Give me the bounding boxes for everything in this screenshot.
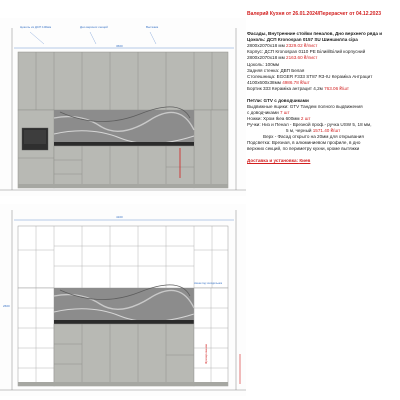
spec-drawers-label: с доводчиками [247,110,279,115]
spec-drawers-qty: 7 шт [279,110,290,115]
facade-sketch [0,18,246,196]
interior-sketch [0,204,246,396]
spec-drawers-1: Выдвижные ящики: GTV Тандем полного выдвижения [247,104,363,109]
spec-countertop-dim: 4100х600х38мм [247,80,281,85]
spec-bortik [247,86,349,91]
spec-plinth: Цоколь: ДСП Кronospan 0157 SU Шиншилла сіра [247,37,358,42]
dimension-height: 2600 [3,304,10,308]
spec-sheet1-price: 2329.02 ₴/лист [286,43,318,48]
side-note [204,334,208,364]
spec-cokol: Цоколь: 100мм [247,62,280,67]
spec-handles-price: 1571.40 ₴/шт [312,128,341,133]
label-plinth: Цоколь из ДСП 100мм [20,25,52,29]
spec-delivery-label: Доставка и установка: [247,158,299,163]
side-note-text: Фрезерование [204,343,208,364]
dimension-width-top: 3600 [116,44,123,48]
spec-hinges: Петли: GTV с доводчиками [247,98,309,103]
spec-countertop: Столешница: EGGER F333 ST87 R3-IU Кераміка Антрацит [247,74,373,79]
spec-bortik-label: Бортик 333 Кераміка антрацит 4,2м [247,86,323,91]
spec-countertop-size [247,80,310,85]
spec-drawers-2 [247,110,290,115]
label-fridge-niche: Ниша под холодильник [194,282,223,285]
spec-sheet2 [247,55,317,60]
label-upper-bottom: Дно верхних секций [80,25,108,29]
kitchen-interior-drawing [0,204,246,396]
spec-lighting-1: Подсветка: Врезная, в алюминиевом профиле, в дно [247,140,361,145]
spec-handles-color: 5 м, черный [286,128,312,133]
spec-legs-qty: 2 шт [300,116,311,121]
spec-sheet1-size: 2800х2070х18 мм [247,43,285,48]
spec-lighting-2: верхних секций, по периметру кухни, кроме вытяжки [247,146,360,151]
spec-delivery [247,158,310,163]
spec-countertop-price: 4986.78 ₴/шт [282,80,310,85]
spec-handles-1: Ручки: Низ и Пенал - Врезной проф.- ручка USW 5, 18 мм, [247,122,372,127]
spec-handles-3: Верх - Фасад открыто на 20мм для открывания [263,134,364,139]
spec-korpus: Корпус: ДСП Кronospan 0110 PE Білий/Білий корпусний [247,49,366,54]
spec-bortik-price: 763.06 ₴/шт [324,86,350,91]
dimension-width: 4100 [116,215,123,219]
spec-legs-label: Ножки: Хром Ikea 600мм [247,116,300,121]
spec-sheet2-size: 2800х2070х18 мм [247,55,285,60]
spec-legs [247,116,310,121]
spec-sheet2-price: 2163.60 ₴/лист [286,55,318,60]
spec-back-wall: Задняя стенка: ДВП Белая [247,68,305,73]
spec-delivery-value: Киев [299,158,311,163]
label-hood: Вытяжка [146,25,159,29]
spec-handles-2 [286,128,340,133]
kitchen-facade-drawing [0,18,246,196]
spec-sheet1 [247,43,317,48]
document-title: Валерий Кухня от 26.01.2024/Перерасчет от 04.12.2023 [247,11,381,17]
spec-facades-title: Фасады, Внутренние стойки пеналов, Дно верхнего ряда и [247,31,383,36]
